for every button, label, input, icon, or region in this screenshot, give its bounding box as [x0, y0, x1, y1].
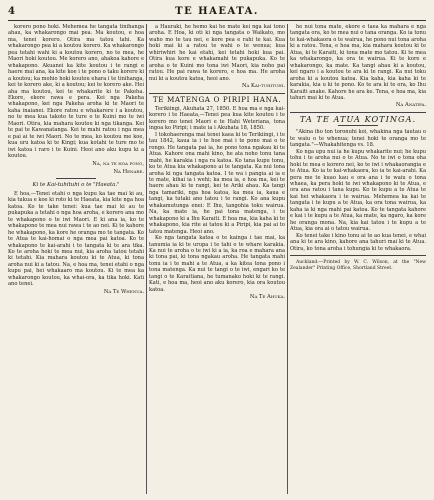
article-paragraph: korero pono hoki. Mehemea he tangata tinihanga ahau, ka whakarongo mai pea. Ma koutou, e hoa ma, tenei korero. Otira ma tatou tahi. Ka whakarongo pea ki a koutou korero. Ka whakarongo pea tetahi wahi ki a koutou korero, no te mea, he Maori hoki koutou. Me korero ano, ahakoa kahore e whakapono. Akuanei ka kite koutou i te rangi e haere mai ana, ka kite koe i te pono o taku korero ki a koutou; ka mohio hoki koutou ehara i te tinihanga, kei te korero ake, ki a koutou; kei te korero ake. Hei aha ma koutou, kei te whakarite ki te Pakeha. Ekore, ekore rawa e pera. Kei nga Pakeha whakapono, kei nga Pakeha aroha ki te Maori te kaha inaianei. Ekore ratou e whakarere i a koutou, no te mea kua takoto te ture o te Kuini mo te iwi Maori. Otira, kia mahara koutou ki nga tikanga. Kei te pai te Kawanatanga. Kei te mahi ratou i nga mea e pai ai te iwi Maori. No te mea, ko koutou me koe, kua uru katoa ki te Kingi; kua kotahi te ture mo te iwi katoa i raro i te Kuini. Heoi ano aku kupu ki a koutou. [8, 24, 144, 160]
signature-author: Na Kai-tuhituhi. [241, 83, 285, 90]
article-paragraph: Ko tenei take i kino tonu ai te ao kua tenei, e whai ana ki te ara kino, kahore ana tahuri mai ki te Atua. Otira, ko tona aroha i tohungia ki te whakaora. [290, 232, 426, 252]
section-divider [338, 125, 378, 126]
signature-author: Na Anatipa. [395, 102, 426, 109]
signature-author: Na Henare. [113, 168, 144, 175]
article-paragraph: he nui tona mate, ekore e taea ka mahara e nga tangata ora, ko te mea nui o tana oranga. Ko ia tonu te kai-whakaora o te wairua, he pono nui tona aroha ki a ratou. Tena, e hoa ma, kia mahara koutou ki te Atua, ki te Karaiti, ki tona mate mo tatou. Ki te mea ka whakarongo, ka ora te wairua. Ki te kore e whakarongo, ka mate. Ka tangi ahau ki a koutou, kei ngaro i a koutou te ara ki te rangi. Ka nui toku aroha ki a koutou katoa. Kia kaha, kia kaha ki te karakia, kia u ki te pono. Ko te ara ki te ora, ko Ihu Karaiti anake. Kahore he ara ke. Tena, e hoa ma, kia tahuri mai ki te Atua. [290, 24, 426, 101]
column-right [290, 24, 426, 494]
section-divider [290, 112, 426, 113]
column-divider [287, 24, 288, 494]
article-title: TE MATENGA O PIRIPI HANA. [152, 94, 282, 104]
masthead-title: TE HAEATA. [175, 6, 259, 17]
printer-imprint: Auckland:—Printed by W. C. Wilson, at the "New Zealander" Printing Office, Shortland Street. [290, 259, 426, 271]
column-divider [146, 24, 147, 494]
section-divider [149, 93, 285, 94]
column-middle [149, 24, 285, 494]
column-left [8, 24, 144, 494]
section-divider [290, 255, 426, 256]
article-paragraph: I tokohaerenga mai tenei kaea ki te Terikiingi, i te tau 1842, kaua ia i te hoe mai i te pono mai o te rongo. He tangata pai ia, he pono tona ngakau ki te Atua. Kahore ona mahi kino, he ata noho tonu tana mahi, he karakia i nga ra katoa. Ko tana kupu tonu, ko te Atua kia whakapono ai te tangata. Ka nui tona aroha ki nga tangata katoa. I te wa i pangia ai ia e te mate, kihai ia i wehi; ka mea ia, e hoa ma, kei te haere ahau ki te rangi, kei te Ariki ahau. Ka tangi nga tamariki, nga hoa katoa, ka mea ia, kaua e tangi, ka tutaki ano tatou i te rangi. Ko ana kupu whakamutunga enei: E Ihu, tangohia toku wairua. Na, ka mate ia, he pai tona matenga, i te whakapono ki a Ihu Karaiti. E hoa ma, kia kaha ki te whakapono, kia rite ai tatou ki a Piripi, kia pai ai to tatou matenga. Heoi ano. [149, 131, 285, 235]
article-paragraph: Ko nga tangata katoa o te kainga i tae mai, ka tanumia ia ki te urupa i te tahi o te whare karakia. Ka nui te aroha o te iwi ki a ia, ka roa e mahara ana ki tona pai, ki tona ngakau aroha. He tangata mahi tonu ia i te mahi a te Atua, a ka kitea tona pono i tona matenga. Ka nui te tangi o te iwi, engari ko te tangi o te Karaitiana, he tumanako hoki ki te rangi. Kati, e hoa ma, heoi ano aku korero, kia ora koutou katoa. [149, 235, 285, 293]
article-title: TA TE ATUA KOTINGA. [299, 113, 417, 124]
letter-heading: Ki te Kai-tuhituhi o te "Haeata." [32, 182, 120, 189]
article-paragraph: a Hauraki, he hemo kai he mate kei nga kai tono aroha. E Hoa, ki oti ki nga tangata o Waikato, mo waho mo te tau nei, e kore pea e rahi te kai. Kua hoki mai ki a ratou te wahi o te wenua; kua whiriwhiri he kai etahi, kei tetahi hoki kua pai. Otira kua kore e whakamahi te pukapuka. Ko te aroha o te Kuini mo tona iwi Maori, kia noho pai ratou. He pai rawa te korero, e hoa ma. He aroha nui ki a koutou katoa, heoi ano. [149, 24, 285, 82]
header-rule [8, 20, 426, 21]
page-number: 4 [8, 6, 15, 17]
article-paragraph: Terikiingi, Akuhata 27, 1850. E hoa ma e nga kai-korero i te Haeata,—Tenei pea kua kite koutou i te korero mo tenei Maori e te Hahi Weteriana, tona ingoa ko Piripi; i mate ia i Akuhata 18, 1850. [149, 105, 285, 132]
article-paragraph: Ko nga upu nui ia he kupu whakarite nui; he kupu tohu i te aroha nui o te Atua. No te iwi o tona oha hoki te mea e korero nei, ko te iwi i whakaorangia e te Atua. Ko ia te kai-whakaora, ko ia te kai-arahi. Ka pera me te kuao kau e ora ana i te waiu o tona whaea, ka pera hoki te iwi whakapono ki te Atua, e ora ana ratou i tana kupu. Ko te kupu a te Atua te kai hei whakaora i te wairua. Mehemea ka kai te tangata i te kupu a te Atua, ka ora tona wairua, ka kaha ia ki nga mahi pai katoa. Ko te tangata kahore e kai i te kupu a te Atua, ka mate, ka ngaro, ka kore he oranga mona. Na, kia kai tatou i te kupu a te Atua, kia ora ai o tatou wairua. [290, 148, 426, 233]
signature-closing: Na, na te hoa pono, [92, 160, 144, 167]
scripture-quote: "Akina iho ton toronuhi koi, whakina nga tautau o te waiu o te whenua; tenei hoki te oranga mo te tangata."—Whakahitenga vs. 18. [290, 129, 426, 149]
article-paragraph: E hoa,—Tenei etahi o nga kupu ka tae mai ki au, kia tukua e koe ki roto ki te Haeata, kia kite nga hoa katoa. Ko te take tenei: kua tae mai ki au te pukapuka a tetahi o nga hoa aroha, e korero ana mo te whakapono o te iwi Maori. E ki ana ia, ko te whakapono te mea nui rawa i te ao nei. Ki te kahore he whakapono, ka kore he oranga mo te tangata. Ko te Atua te kai-homai o nga mea pai katoa. Ko te whakapono te kai-arahi i te tangata ki te ara tika. Ko te aroha hoki te mea nui, kia aroha tatou tetahi ki tetahi. Kia mahara koutou ki te Atua, ki tona aroha nui ki a tatou. Na, e hoa ma, tenei etahi o nga kupu pai, hei whakaaro ma koutou. Ki te mea ka whakarongo koutou, ka whai-ora, ka tika hoki. Kati ano tenei. [8, 190, 144, 288]
signature-author: Na Te Ahuka. [249, 294, 285, 301]
signature-author: Na Te Whenua. [103, 288, 144, 295]
section-divider [56, 178, 96, 179]
